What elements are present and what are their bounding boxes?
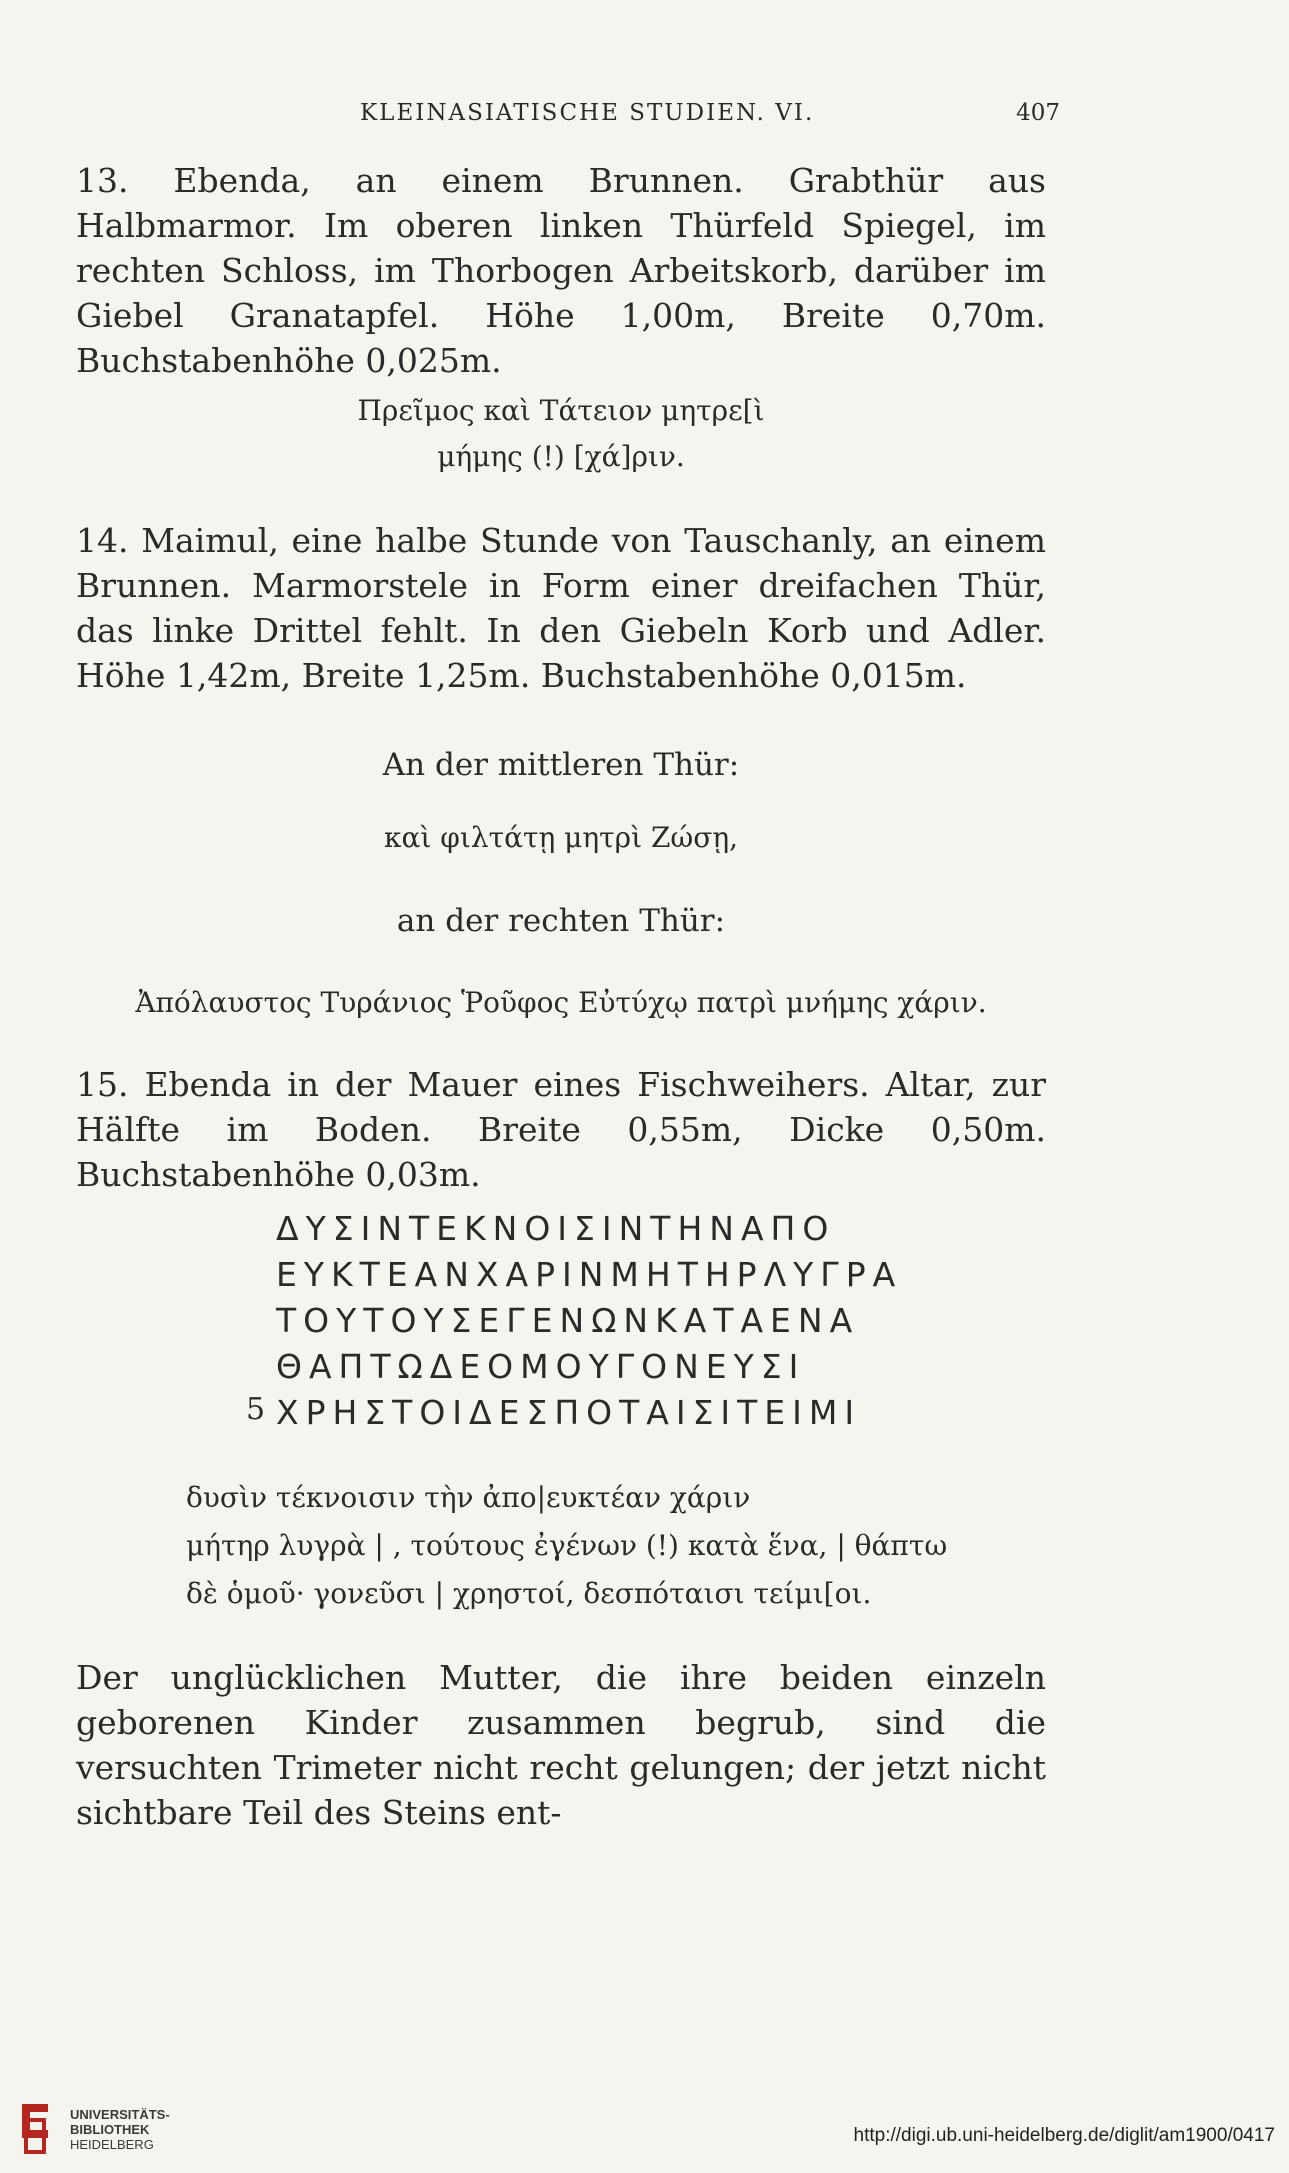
inscription-line-1: ΔΥΣΙΝΤΕΚΝΟΙΣΙΝΤΗΝΑΠΟ: [276, 1209, 836, 1248]
inscription-line-3: ΤΟΥΤΟΥΣΕΓΕΝΩΝΚΑΤΑΕΝΑ: [276, 1301, 860, 1340]
section-15-paragraph: 15. Ebenda in der Mauer eines Fischweihers. Altar, zur Hälfte im Boden. Breite 0,55m, Dicke 0,50m. Buchstabenhöhe 0,03m.: [76, 1065, 1046, 1194]
transcription-line-1: δυσὶν τέκνοισιν τὴν ἀπο|ευκτέαν χάριν: [186, 1481, 751, 1514]
inscription-transcription: [186, 1474, 1086, 1618]
middle-door-greek: καὶ φιλτάτῃ μητρὶ Ζώσῃ,: [383, 821, 739, 854]
right-door-label: an der rechten Thür:: [396, 903, 726, 939]
inscription-line-2: ΕΥΚΤΕΑΝΧΑΡΙΝΜΗΤΗΡΛΥΓΡΑ: [276, 1255, 903, 1294]
inscription-block: [276, 1206, 902, 1436]
middle-door-label: An der mittleren Thür:: [382, 747, 740, 783]
greek-line-2: μήμης (!) [χά]ριν.: [437, 440, 685, 473]
library-name: [70, 2107, 170, 2152]
section-13-paragraph: 13. Ebenda, an einem Brunnen. Grabthür aus Halbmarmor. Im oberen linken Thürfeld Spiegel, im rechten Schloss, im Thorbogen Arbeitskorb, darüber im Giebel Granatapfel. Höhe 1,00m, Breite 0,70m. Buchstabenhöhe 0,025m.: [76, 161, 1046, 380]
library-line-1: UNIVERSITÄTS-: [70, 2107, 170, 2122]
library-line-3: HEIDELBERG: [70, 2137, 154, 2152]
inscription-line-number: 5: [246, 1392, 266, 1427]
library-line-2: BIBLIOTHEK: [70, 2122, 150, 2137]
source-url-link[interactable]: http://digi.ub.uni-heidelberg.de/diglit/am1900/0417: [853, 2125, 1275, 2146]
library-logo-icon: [18, 2100, 52, 2156]
right-door-greek: Ἀπόλαυστος Τυράνιος Ῥοῦφος Εὐτύχῳ πατρὶ μνήμης χάριν.: [135, 986, 987, 1019]
inscription-line-5: ΧΡΗΣΤΟΙΔΕΣΠΟΤΑΙΣΙΤΕΙΜΙ: [276, 1393, 862, 1432]
section-14-paragraph: 14. Maimul, eine halbe Stunde von Tauschanly, an einem Brunnen. Marmorstele in Form einer dreifachen Thür, das linke Drittel fehlt. In den Giebeln Korb und Adler. Höhe 1,42m, Breite 1,25m. Buchstabenhöhe 0,015m.: [76, 521, 1046, 695]
running-header: [360, 100, 1060, 126]
transcription-line-2: μήτηρ λυγρὰ | , τούτους ἐγένων (!) κατὰ ἕνα, | θάπτω: [186, 1529, 948, 1562]
section-13-greek: [76, 388, 1046, 480]
transcription-line-3: δὲ ὁμοῦ· γονεῦσι | χρηστοί, δεσπόταισι τείμι[οι.: [186, 1577, 872, 1610]
page-number: 407: [1016, 100, 1060, 126]
inscription-line-4: ΘΑΠΤΩΔΕΟΜΟΥΓΟΝΕΥΣΙ: [276, 1347, 806, 1386]
greek-line-1: Πρεῖμος καὶ Τάτειον μητρε[ὶ: [357, 394, 765, 427]
running-title: KLEINASIATISCHE STUDIEN. VI.: [360, 100, 815, 126]
closing-paragraph: Der unglücklichen Mutter, die ihre beiden einzeln geborenen Kinder zusammen begrub, sind die versuchten Trimeter nicht recht gelungen; der jetzt nicht sichtbare Teil des Steins ent-: [76, 1658, 1046, 1832]
